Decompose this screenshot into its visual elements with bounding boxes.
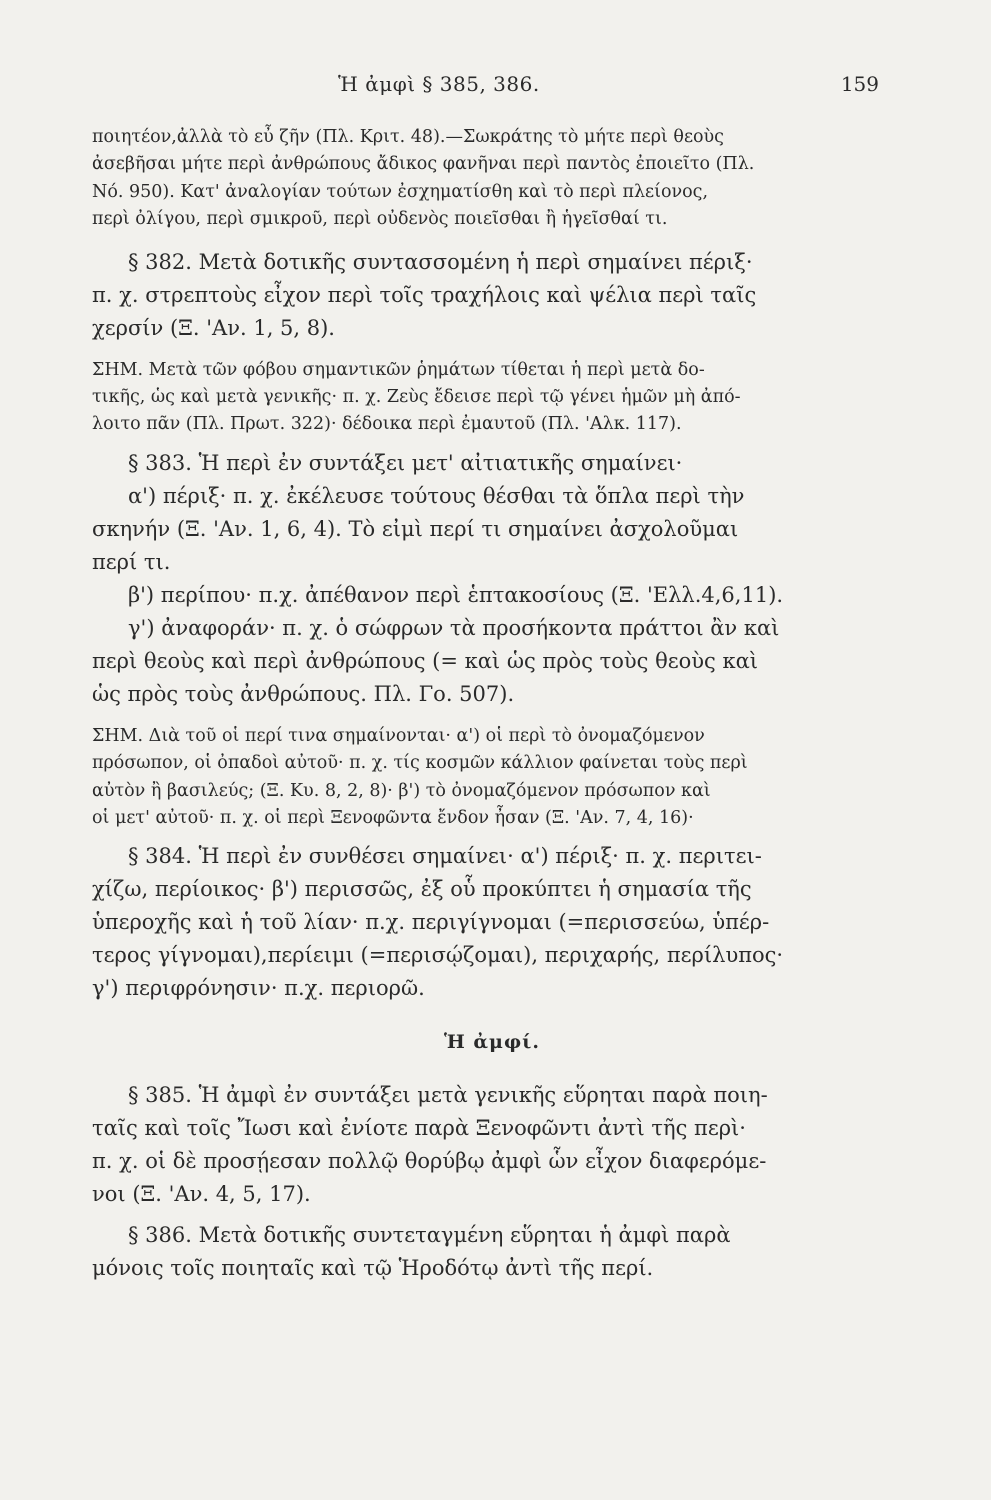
section-heading: Ἡ ἀμφί. <box>444 1031 540 1054</box>
text-line: μόνοις τοῖς ποιηταῖς καὶ τῷ Ἡροδότῳ ἀντὶ τῆς περί. <box>92 1256 654 1281</box>
running-title: Ἡ ἀμφὶ § 385, 386. <box>338 72 540 96</box>
block-spacer <box>92 832 882 840</box>
text-line: οἱ μετ' αὐτοῦ· π. χ. οἱ περὶ Ξενοφῶντα ἔνδον ἦσαν (Ξ. 'Αν. 7, 4, 16)· <box>92 808 694 829</box>
text-line: § 384. Ἡ περὶ ἐν συνθέσει σημαίνει· α') πέριξ· π. χ. περιτει- <box>128 844 762 869</box>
text-block-s385 <box>92 1079 882 1211</box>
text-block-s382 <box>92 246 882 345</box>
text-line: ταῖς καὶ τοῖς Ἴωσι καὶ ἐνίοτε παρὰ Ξενοφῶντι ἀντὶ τῆς περὶ· <box>92 1116 746 1141</box>
block-spacer <box>92 711 882 723</box>
text-line: σκηνήν (Ξ. 'Αν. 1, 6, 4). Τὸ εἰμὶ περί τι σημαίνει ἀσχολοῦμαι <box>92 516 739 541</box>
block-spacer <box>92 234 882 246</box>
text-line: α') πέριξ· π. χ. ἐκέλευσε τούτους θέσθαι τὰ ὅπλα περὶ τὴν <box>128 483 745 508</box>
text-block-note2 <box>92 723 882 833</box>
text-line: γ') ἀναφοράν· π. χ. ὁ σώφρων τὰ προσήκοντα πράττοι ἂν καὶ <box>128 615 780 640</box>
text-line: ποιητέον,ἀλλὰ τὸ εὖ ζῆν (Πλ. Κριτ. 48).—Σωκράτης τὸ μήτε περὶ θεοὺς <box>92 127 724 147</box>
text-line: ὡς πρὸς τοὺς ἀνθρώπους. Πλ. Γο. 507). <box>92 681 515 706</box>
text-block-s386 <box>92 1219 882 1285</box>
text-line: πρόσωπον, οἱ ὀπαδοὶ αὐτοῦ· π. χ. τίς κοσμῶν κάλλιον φαίνεται τοὺς περὶ <box>92 753 748 774</box>
block-spacer <box>92 1057 882 1079</box>
text-line: περί τι. <box>92 549 171 574</box>
block-spacer <box>92 439 882 447</box>
text-block-subheading <box>92 1027 882 1057</box>
text-line: § 382. Μετὰ δοτικῆς συντασσομένη ἡ περὶ σημαίνει πέριξ· <box>128 249 753 274</box>
text-block-note1 <box>92 357 882 439</box>
text-line: π. χ. στρεπτοὺς εἶχον περὶ τοῖς τραχήλοις καὶ ψέλια περὶ ταῖς <box>92 282 757 307</box>
text-block-intro <box>92 124 882 234</box>
text-block-s383 <box>92 447 882 711</box>
text-line: τικῆς, ὡς καὶ μετὰ γενικῆς· π. χ. Ζεὺς ἔδεισε περὶ τῷ γένει ἡμῶν μὴ ἀπό- <box>92 387 741 408</box>
text-line: περὶ ὀλίγου, περὶ σμικροῦ, περὶ οὐδενὸς ποιεῖσθαι ἢ ἡγεῖσθαί τι. <box>92 209 668 230</box>
text-line: περὶ θεοὺς καὶ περὶ ἀνθρώπους (= καὶ ὡς πρὸς τοὺς θεοὺς καὶ <box>92 648 759 673</box>
block-spacer <box>92 1211 882 1219</box>
page-header <box>0 72 991 102</box>
text-line: β') περίπου· π.χ. ἀπέθανον περὶ ἑπτακοσίους (Ξ. 'Ελλ.4,6,11). <box>128 582 784 607</box>
text-block-s384 <box>92 840 882 1005</box>
text-line: γ') περιφρόνησιν· π.χ. περιορῶ. <box>92 976 425 1001</box>
text-line: ἀσεβῆσαι μήτε περὶ ἀνθρώπους ἄδικος φανῆναι περὶ παντὸς ἐποιεῖτο (Πλ. <box>92 154 755 175</box>
text-line: § 383. Ἡ περὶ ἐν συντάξει μετ' αἰτιατικῆς σημαίνει· <box>128 450 683 475</box>
page-number: 159 <box>840 72 879 96</box>
text-line: αὐτὸν ἢ βασιλεύς; (Ξ. Κυ. 8, 2, 8)· β') τὸ ὀνομαζόμενον πρόσωπον καὶ <box>92 780 711 801</box>
text-line: ΣΗΜ. Μετὰ τῶν φόβου σημαντικῶν ῥημάτων τίθεται ἡ περὶ μετὰ δο- <box>92 359 705 380</box>
block-spacer <box>92 345 882 357</box>
text-line: § 386. Μετὰ δοτικῆς συντεταγμένη εὕρηται ἡ ἀμφὶ παρὰ <box>128 1223 731 1248</box>
block-spacer <box>92 1005 882 1027</box>
text-line: ὑπεροχῆς καὶ ἡ τοῦ λίαν· π.χ. περιγίγνομαι (=περισσεύω, ὑπέρ- <box>92 910 770 935</box>
text-line: χίζω, περίοικος· β') περισσῶς, ἐξ οὗ προκύπτει ἡ σημασία τῆς <box>92 877 752 902</box>
text-line: π. χ. οἱ δὲ προσῄεσαν πολλῷ θορύβῳ ἀμφὶ ὧν εἶχον διαφερόμε- <box>92 1149 767 1174</box>
text-line: ΣΗΜ. Διὰ τοῦ οἱ περί τινα σημαίνονται· α') οἱ περὶ τὸ ὀνομαζόμενον <box>92 725 705 746</box>
page-body <box>92 124 882 1285</box>
text-line: λοιτο πᾶν (Πλ. Πρωτ. 322)· δέδοικα περὶ ἐμαυτοῦ (Πλ. 'Αλκ. 117). <box>92 414 682 435</box>
text-line: χερσίν (Ξ. 'Αν. 1, 5, 8). <box>92 315 335 340</box>
text-line: τερος γίγνομαι),περίειμι (=περισῴζομαι), περιχαρής, περίλυπος· <box>92 943 784 968</box>
text-line: § 385. Ἡ ἀμφὶ ἐν συντάξει μετὰ γενικῆς εὕρηται παρὰ ποιη- <box>128 1083 768 1108</box>
text-line: νοι (Ξ. 'Αν. 4, 5, 17). <box>92 1182 311 1207</box>
text-line: Νό. 950). Κατ' ἀναλογίαν τούτων ἐσχηματίσθη καὶ τὸ περὶ πλείονος, <box>92 181 709 202</box>
